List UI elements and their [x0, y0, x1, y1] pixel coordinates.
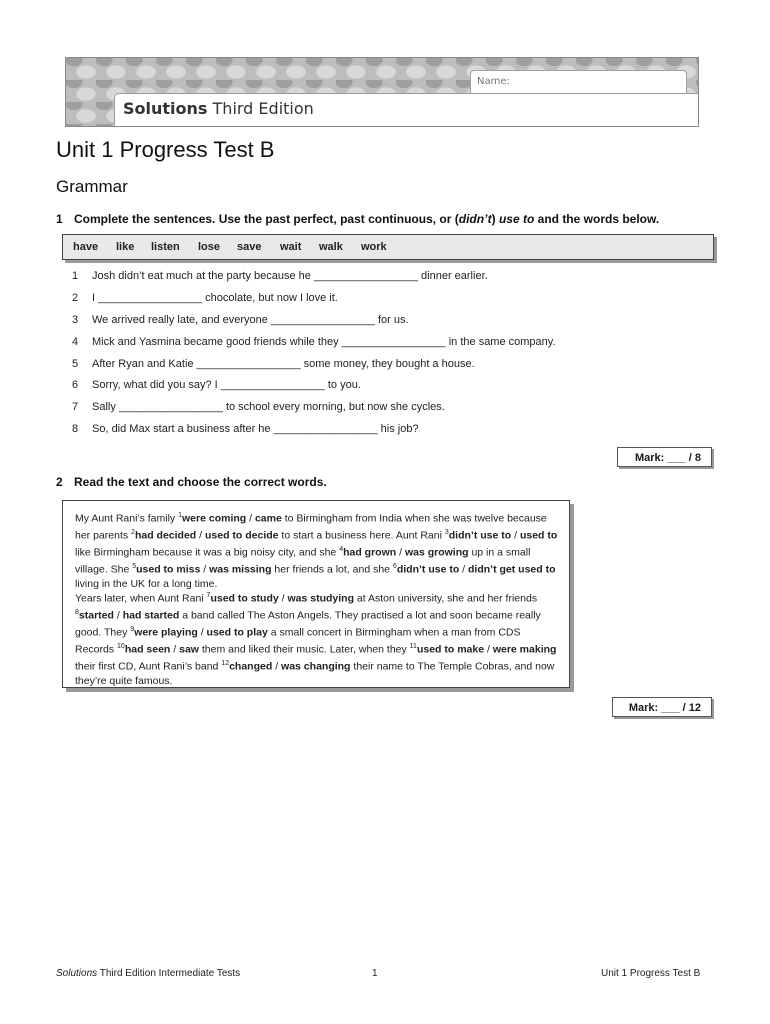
text-run: My Aunt Rani’s family	[75, 512, 179, 525]
word-item: work	[361, 241, 387, 253]
text-run: like Birmingham because it was a big noisy city, and she	[75, 546, 340, 559]
answer-option[interactable]: saw	[179, 643, 199, 656]
answer-option[interactable]: used to make	[416, 643, 485, 656]
footer-left: Solutions Third Edition Intermediate Tests	[56, 968, 241, 979]
answer-option[interactable]: was changing	[281, 660, 351, 673]
sentence-item: 8 So, did Max start a business after he _________________ his job?	[72, 423, 419, 435]
word-item: lose	[198, 241, 221, 253]
text-run: them and liked their music. Later, when they	[198, 643, 410, 656]
sentence-item: 1 Josh didn’t eat much at the party because he _________________ dinner earlier.	[72, 270, 488, 282]
gap-number: 10	[117, 643, 125, 651]
sentence-item: 3 We arrived really late, and everyone _________________ for us.	[72, 314, 409, 326]
sentence-item: 7 Sally _________________ to school every morning, but now she cycles.	[72, 401, 445, 413]
gap-number: 1	[178, 512, 182, 519]
text-run: /	[272, 660, 282, 673]
text-run: /	[459, 563, 469, 576]
paragraph-2	[75, 589, 559, 689]
header-banner	[65, 57, 699, 127]
text-run: a small concert in Birmingham when a man from CDS Records	[75, 626, 521, 656]
gap-number: 9	[130, 626, 135, 634]
word-item: like	[116, 241, 135, 253]
paragraph-1	[75, 509, 559, 592]
text-run: /	[278, 592, 288, 605]
answer-option[interactable]: used to decide	[204, 529, 279, 542]
name-label: Name:	[477, 76, 510, 87]
gap-number: 5	[132, 563, 137, 571]
gap-number: 3	[444, 529, 449, 537]
answer-option[interactable]: was studying	[287, 592, 354, 605]
gap-number: 4	[339, 546, 344, 554]
answer-option[interactable]: used to play	[206, 626, 268, 639]
sentence-item: 4 Mick and Yasmina became good friends while they _________________ in the same company.	[72, 336, 556, 348]
reading-text-box	[62, 500, 570, 688]
answer-option[interactable]: was growing	[404, 546, 469, 559]
answer-option[interactable]: didn’t get used to	[468, 563, 556, 576]
text-run: /	[246, 512, 255, 525]
answer-option[interactable]: used to	[519, 529, 558, 542]
text-run: Years later, when Aunt Rani	[75, 592, 207, 605]
answer-option[interactable]: had decided	[134, 529, 197, 542]
answer-option[interactable]: used to study	[210, 592, 279, 605]
answer-option[interactable]: were coming	[182, 512, 247, 525]
answer-option[interactable]: were making	[492, 643, 557, 656]
gap-number: 6	[392, 563, 397, 571]
answer-option[interactable]: didn’t use to	[396, 563, 460, 576]
text-run: living in the UK for a long time.	[75, 578, 218, 591]
text-run: /	[196, 529, 205, 542]
word-item: walk	[319, 241, 343, 253]
footer-page-number: 1	[372, 968, 378, 979]
text-run: to start a business here. Aunt Rani	[278, 529, 445, 542]
question-2-heading: 2 Read the text and choose the correct words.	[56, 475, 327, 489]
sentence-item: 5 After Ryan and Katie _________________ some money, they bought a house.	[72, 358, 475, 370]
answer-option[interactable]: were playing	[134, 626, 198, 639]
section-heading: Grammar	[56, 177, 128, 196]
text-run: their name to The Temple Cobras, and now they’re quite famous.	[75, 660, 555, 688]
gap-number: 8	[75, 609, 79, 617]
answer-option[interactable]: was missing	[209, 563, 272, 576]
brand-logo: Solutions Third Edition	[123, 99, 314, 118]
answer-option[interactable]: had grown	[343, 546, 397, 559]
text-run: /	[170, 643, 180, 656]
answer-option[interactable]: used to miss	[136, 563, 201, 576]
word-item: save	[237, 241, 262, 253]
text-run: /	[200, 563, 210, 576]
text-run: /	[484, 643, 493, 656]
answer-option[interactable]: started	[78, 609, 114, 622]
mark-box-1[interactable]: Mark: ___ / 8	[617, 447, 712, 467]
answer-option[interactable]: changed	[229, 660, 273, 673]
gap-number: 7	[206, 592, 211, 599]
sentence-item: 6 Sorry, what did you say? I _________________ to you.	[72, 379, 361, 391]
word-box	[62, 234, 714, 260]
gap-number: 12	[221, 660, 230, 668]
text-run: /	[197, 626, 207, 639]
gap-number: 2	[131, 529, 135, 537]
text-run: up in a small village. She	[75, 546, 531, 576]
text-run: to Birmingham from India when she was twelve because her parents	[75, 512, 547, 542]
answer-option[interactable]: had started	[122, 609, 180, 622]
gap-number: 11	[409, 643, 417, 651]
text-run: at Aston university, she and her friends	[354, 592, 538, 605]
mark-box-2[interactable]: Mark: ___ / 12	[612, 697, 712, 717]
text-run: her friends a lot, and she	[271, 563, 393, 576]
page-title: Unit 1 Progress Test B	[56, 137, 275, 162]
sentence-item: 2 I _________________ chocolate, but now I love it.	[72, 292, 338, 304]
text-run: their first CD, Aunt Rani’s band	[75, 660, 222, 673]
text-run: /	[511, 529, 520, 542]
text-run: a band called The Aston Angels. They practised a lot and soon became really good. They	[75, 609, 541, 639]
word-item: listen	[151, 241, 180, 253]
brand-box	[114, 93, 699, 127]
answer-option[interactable]: came	[254, 512, 282, 525]
answer-option[interactable]: had seen	[124, 643, 171, 656]
text-run: /	[396, 546, 405, 559]
footer-right: Unit 1 Progress Test B	[601, 968, 701, 979]
word-item: have	[73, 241, 99, 253]
answer-option[interactable]: didn’t use to	[448, 529, 512, 542]
text-run: /	[113, 609, 123, 622]
word-item: wait	[280, 241, 302, 253]
question-1-heading: 1 Complete the sentences. Use the past perfect, past continuous, or (didn’t) use to and the words below.	[56, 212, 660, 226]
